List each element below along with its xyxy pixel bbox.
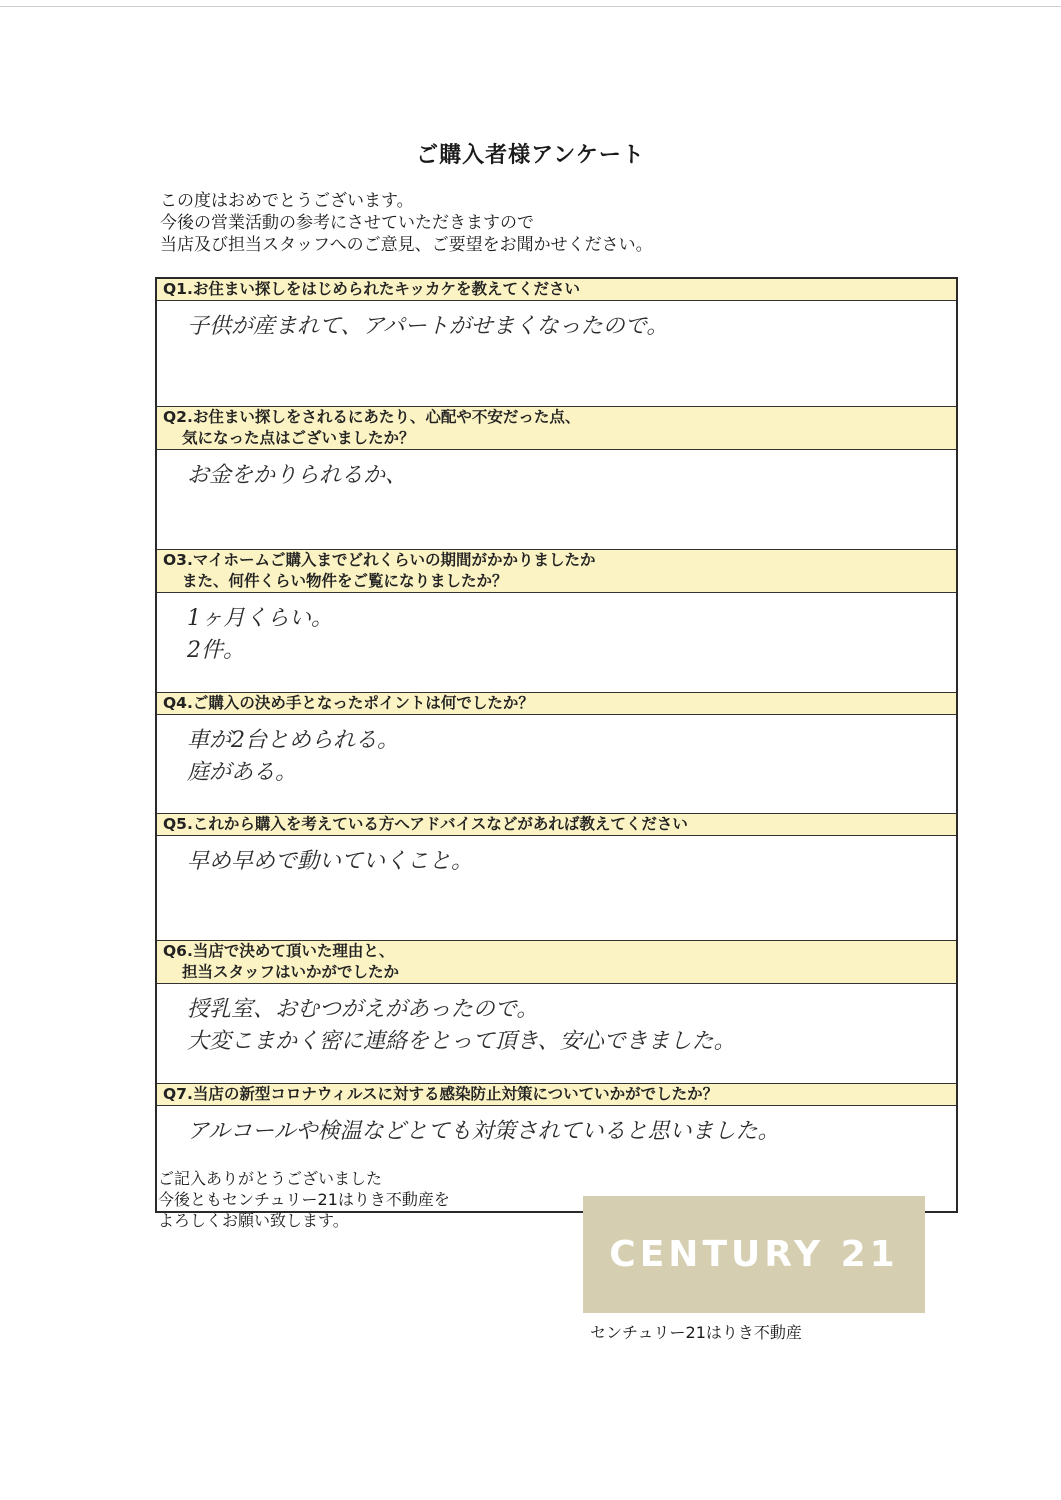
question-header — [157, 279, 956, 301]
handwritten-answer: お金をかりられるか、 — [187, 463, 408, 488]
question-text: O3.マイホームご購入までどれくらいの期間がかかりましたか — [163, 551, 596, 569]
answer-area — [157, 301, 956, 406]
question-header — [157, 693, 956, 715]
intro-line: 当店及び担当スタッフへのご意見、ご要望をお聞かせください。 — [160, 235, 653, 255]
intro-text — [160, 190, 653, 256]
company-name: センチュリー21はりき不動産 — [590, 1323, 802, 1342]
intro-line: この度はおめでとうございます。 — [160, 191, 414, 211]
thanks-line: ご記入ありがとうございました — [158, 1169, 383, 1188]
handwritten-answer: 子供が産まれて、アパートがせまくなったので。 — [187, 314, 669, 339]
handwritten-answer: 1ヶ月くらい。 — [187, 606, 333, 631]
question-text: Q5.これから購入を考えている方へアドバイスなどがあれば教えてください — [163, 815, 688, 833]
thanks-message — [158, 1168, 450, 1231]
question-header — [157, 407, 956, 450]
question-block-q6 — [157, 941, 956, 1084]
question-block-q1 — [157, 279, 956, 407]
thanks-line: 今後ともセンチュリー21はりき不動産を — [158, 1190, 450, 1209]
scan-edge-line — [0, 6, 1061, 7]
question-text: Q1.お住まい探しをはじめられたキッカケを教えてください — [163, 280, 581, 298]
answer-area — [157, 836, 956, 940]
question-block-q5 — [157, 814, 956, 941]
answer-area — [157, 984, 956, 1083]
handwritten-answer: 庭がある。 — [187, 760, 298, 785]
logo-text: CENTURY 21 — [609, 1234, 899, 1275]
handwritten-answer: 2件。 — [187, 638, 245, 663]
question-text: また、何件くらい物件をご覧になりましたか？ — [182, 572, 508, 590]
handwritten-answer: 車が2台とめられる。 — [187, 728, 399, 753]
question-block-q3 — [157, 550, 956, 693]
question-text: Q4.ご購入の決め手となったポイントは何でしたか？ — [163, 694, 534, 712]
question-header — [157, 550, 956, 593]
question-block-q2 — [157, 407, 956, 550]
question-header — [157, 814, 956, 836]
question-text: Q2.お住まい探しをされるにあたり、心配や不安だった点、 — [163, 408, 581, 426]
handwritten-answer: 大変こまかく密に連絡をとって頂き、安心できました。 — [187, 1029, 736, 1054]
question-header — [157, 1084, 956, 1106]
answer-area — [157, 450, 956, 549]
century21-logo — [583, 1196, 925, 1313]
question-text: 気になった点はございましたか？ — [182, 429, 415, 447]
question-text: Q7.当店の新型コロナウィルスに対する感染防止対策についていかがでしたか？ — [163, 1085, 719, 1103]
question-block-q4 — [157, 693, 956, 814]
answer-area — [157, 593, 956, 692]
handwritten-answer: 早め早めで動いていくこと。 — [187, 849, 474, 874]
page-title: ご購入者様アンケート — [416, 143, 645, 168]
question-text: Q6.当店で決めて頂いた理由と、 — [163, 942, 395, 960]
question-text: 担当スタッフはいかがでしたか — [182, 963, 400, 981]
survey-table — [155, 277, 958, 1213]
handwritten-answer: 授乳室、おむつがえがあったので。 — [187, 997, 539, 1022]
handwritten-answer: アルコールや検温などとても対策されていると思いました。 — [187, 1119, 780, 1144]
answer-area — [157, 715, 956, 813]
question-header — [157, 941, 956, 984]
thanks-line: よろしくお願い致します。 — [158, 1211, 349, 1230]
intro-line: 今後の営業活動の参考にさせていただきますので — [160, 213, 534, 233]
